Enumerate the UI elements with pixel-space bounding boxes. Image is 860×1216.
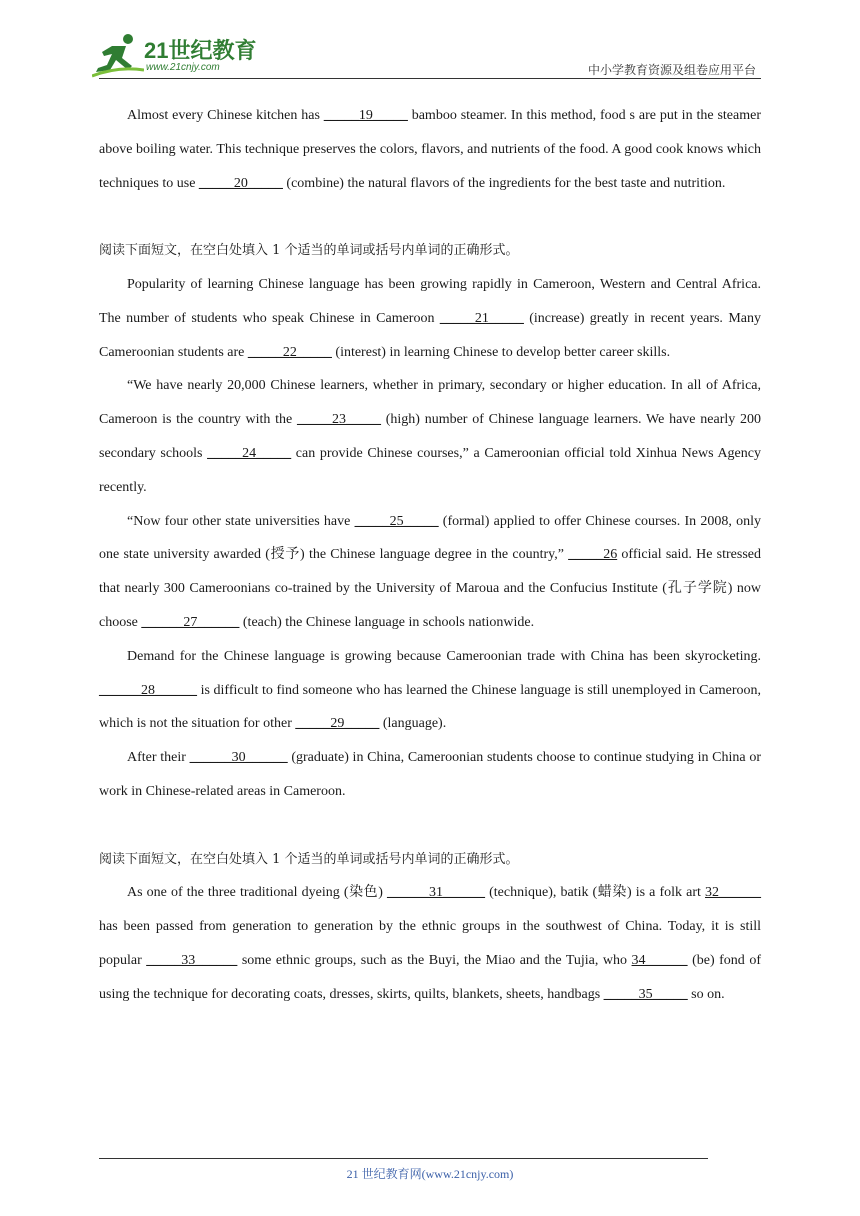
passage-paragraph <box>99 505 761 640</box>
section-spacer <box>99 809 761 843</box>
passage-paragraph <box>99 369 761 504</box>
passage-paragraph <box>99 99 761 200</box>
platform-name: 中小学教育资源及组卷应用平台 <box>587 63 756 77</box>
answer-blank[interactable]: _____19_____ <box>323 108 408 123</box>
answer-blank[interactable]: _____24_____ <box>207 445 292 461</box>
passage-text: (combine) the natural flavors of the ingredients for the best taste and nutrition. <box>282 175 726 191</box>
footer-divider <box>99 1158 708 1159</box>
page-footer: 21 世纪教育网(www.21cnjy.com) <box>346 1167 514 1181</box>
answer-blank[interactable]: _____33______ <box>146 952 238 968</box>
page-header <box>0 0 860 90</box>
passage-text: (graduate) in China, Cameroonian students choose to continue studying in China or work in Chinese-related areas in Cameroon. <box>99 750 761 799</box>
passage-text: can provide Chinese courses,” a Cameroonian official told Xinhua News Agency recently. <box>99 445 761 495</box>
passage-paragraph <box>99 268 761 369</box>
passage-text: bamboo steamer. In this method, food s are put in the steamer above boiling water. This technique preserves the colors, flavors, and nutrients of the food. A good cook knows which techniques to use <box>99 108 762 191</box>
passage-paragraph <box>99 640 761 741</box>
passage-text: some ethnic groups, such as the Buyi, the Miao and the Tujia, who <box>237 952 632 968</box>
passage-paragraph <box>99 876 761 1011</box>
passage-text: (interest) in learning Chinese to develop better career skills. <box>331 344 671 360</box>
answer-blank[interactable]: 32______ <box>705 885 762 901</box>
answer-blank[interactable]: ______31______ <box>387 885 486 901</box>
passage-text: As one of the three traditional dyeing (染色) <box>127 885 388 901</box>
answer-blank[interactable]: _____21_____ <box>439 310 524 326</box>
passage-text: “Now four other state universities have <box>127 513 355 529</box>
instruction-heading: 阅读下面短文，在空白处填入 1 个适当的单词或括号内单词的正确形式。 <box>99 243 519 259</box>
answer-blank[interactable]: ______30______ <box>189 750 288 766</box>
passage-text: (technique), batik (蜡染) is a folk art <box>485 885 706 901</box>
passage-text: Popularity of learning Chinese language has been growing rapidly in Cameroon, Western and Central Africa. The number of students who speak Chinese in Cameroon <box>99 276 761 326</box>
passage-text: (language). <box>379 716 447 732</box>
passage-text: Demand for the Chinese language is growing because Cameroonian trade with China has been skyrocketing. <box>127 648 761 664</box>
passage-text: (formal) applied to offer Chinese courses. In 2008, only one state university awarded (授予) the Chinese language degree in the country,” <box>99 513 761 563</box>
passage-text: official said. He stressed that nearly 300 Cameroonians co-trained by the University of Maroua and the Confucius Institute (孔子学院) now choose <box>99 547 761 630</box>
passage-text: Almost every Chinese kitchen has <box>127 108 324 123</box>
passage-text: so on. <box>687 986 725 1002</box>
answer-blank[interactable]: _____29_____ <box>295 716 380 732</box>
passage-text: is difficult to find someone who has learned the Chinese language is still unemployed in Cameroon, which is not the situation for other <box>99 682 761 732</box>
answer-blank[interactable]: _____23_____ <box>297 412 381 428</box>
passage-text: (increase) greatly in recent years. Many Cameroonian students are <box>99 310 761 360</box>
answer-blank[interactable]: _____26 <box>568 547 618 563</box>
document-body <box>99 99 761 1012</box>
logo-url: www.21cnjy.com <box>146 62 220 73</box>
answer-blank[interactable]: _____25_____ <box>354 513 439 529</box>
answer-blank[interactable]: ______27______ <box>141 614 240 630</box>
passage-text: After their <box>127 750 190 766</box>
answer-blank[interactable]: 34______ <box>631 952 688 968</box>
passage-paragraph <box>99 741 761 809</box>
passage-text: (be) fond of using the technique for decorating coats, dresses, skirts, quilts, blankets, sheets, handbags <box>99 952 761 1002</box>
instruction-heading: 阅读下面短文，在空白处填入 1 个适当的单词或括号内单词的正确形式。 <box>99 851 519 867</box>
passage-text: has been passed from generation to generation by the ethnic groups in the southwest of China. Today, it is still popular <box>99 919 761 968</box>
logo <box>92 32 262 80</box>
section-spacer <box>99 200 761 234</box>
answer-blank[interactable]: _____20_____ <box>198 175 283 191</box>
runner-logo-icon <box>92 32 144 78</box>
passage-text: (teach) the Chinese language in schools nationwide. <box>239 614 535 630</box>
answer-blank[interactable]: _____35_____ <box>603 986 688 1002</box>
logo-text: 21世纪教育 <box>144 38 257 63</box>
answer-blank[interactable]: _____22_____ <box>247 344 332 360</box>
passage-text: (high) number of Chinese language learners. We have nearly 200 secondary schools <box>99 412 761 461</box>
header-divider <box>99 78 761 79</box>
passage-text: “We have nearly 20,000 Chinese learners, whether in primary, secondary or higher education. In all of Africa, Cameroon is the country with the <box>99 378 761 428</box>
answer-blank[interactable]: ______28______ <box>99 682 197 698</box>
